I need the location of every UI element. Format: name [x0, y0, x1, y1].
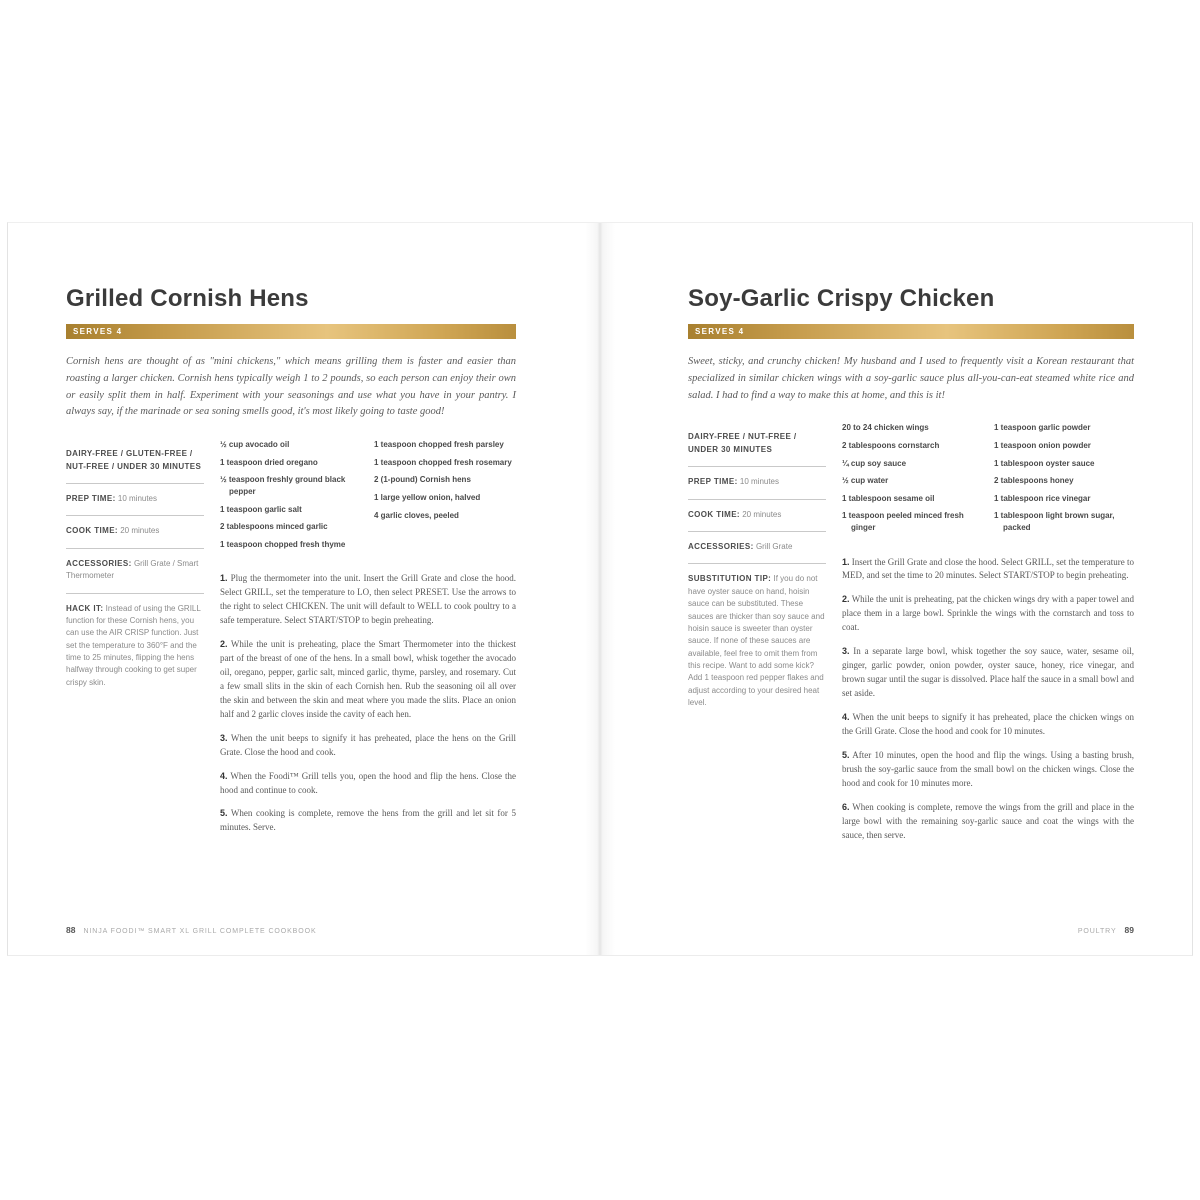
step-text: When the unit beeps to signify it has preheated, place the chicken wings on the Grill Grate. Close the hood and cook for 10 minutes. [842, 711, 1135, 736]
ingredient-item: ½ cup avocado oil [220, 440, 290, 450]
serves-bar [688, 324, 1134, 339]
prep-time-label: PREP TIME: [688, 477, 738, 487]
step-number: 4. [220, 770, 228, 781]
prep-time-value: 10 minutes [739, 477, 780, 487]
hack-tip-label: HACK IT: [66, 603, 104, 613]
ingredient-item: 1 teaspoon chopped fresh thyme [220, 539, 346, 549]
cook-time-value: 20 minutes [120, 526, 160, 536]
diet-tags [66, 439, 204, 484]
step-text: While the unit is preheating, place the Smart Thermometer into the thickest part of the breast of one of the hens. In a small bowl, whisk together the avocado oil, oregano, pepper, garlic salt, minced garlic, thyme, parsley, and rosemary. Cut a few small slits in the skin of each Cornish hen. Rub the seasoning oil all over the skin and between the skin and meat where you made the slits. Place an onion half and 2 garlic cloves inside the cavity of each hen. [220, 639, 516, 719]
ingredient-item: ½ teaspoon freshly ground black pepper [220, 475, 346, 496]
step-item [842, 711, 1134, 739]
hack-tip [66, 594, 204, 700]
step-item [842, 645, 1134, 701]
ingredient-item: 2 (1-pound) Cornish hens [374, 475, 471, 485]
diet-tags-text: DAIRY-FREE / NUT-FREE / UNDER 30 MINUTES [688, 432, 797, 454]
recipe-title: Grilled Cornish Hens [66, 285, 309, 312]
recipe-sidebar [66, 439, 204, 845]
ingredients-column-2 [994, 422, 1134, 539]
step-item [842, 801, 1134, 843]
step-item [220, 732, 516, 760]
page-number: 89 [1124, 925, 1134, 935]
page-left [8, 223, 600, 955]
instructions [220, 572, 516, 835]
ingredient-item: 20 to 24 chicken wings [842, 423, 929, 433]
running-head: POULTRY [1077, 928, 1117, 935]
step-text: When cooking is complete, remove the hens from the grill and let sit for 5 minutes. Serve. [220, 808, 516, 833]
substitution-tip-label: SUBSTITUTION TIP: [688, 574, 772, 584]
ingredient-item: 1 teaspoon dried oregano [220, 457, 318, 467]
content-columns [688, 422, 1134, 852]
step-text: Plug the thermometer into the unit. Insert the Grill Grate and close the hood. Select GRILL, set the temperature to LO, then select PRESET. Use the arrows to the right to select CHICKEN. The unit will default to WELL to cook poultry to a safe temperature. Select START/STOP to begin preheating. [220, 573, 517, 626]
ingredients-column-1 [842, 422, 982, 539]
ingredient-item: 1 tablespoon oyster sauce [994, 458, 1095, 468]
cook-time-value: 20 minutes [742, 509, 782, 519]
step-item [842, 593, 1134, 635]
serves-bar [66, 324, 516, 339]
ingredient-item: 2 tablespoons cornstarch [842, 440, 940, 450]
step-text: When cooking is complete, remove the wings from the grill and place in the large bowl with the remaining soy-garlic sauce and coat the wings with the sauce, then serve. [842, 801, 1135, 840]
step-number: 3. [220, 732, 228, 743]
step-number: 2. [842, 594, 850, 605]
ingredient-item: 1 large yellow onion, halved [374, 492, 481, 502]
step-text: When the Foodi™ Grill tells you, open the hood and flip the hens. Close the hood and continue to cook. [220, 770, 517, 795]
prep-time [66, 484, 204, 516]
content-columns [66, 439, 516, 845]
recipe-title: Soy-Garlic Crispy Chicken [688, 285, 995, 312]
ingredients [220, 439, 516, 556]
substitution-tip-text: If you do not have oyster sauce on hand, hoisin sauce can be substituted. These sauces are thicker than soy sauce and hoisin sauce is sweeter than oyster sauce. If none of these sauces are available, feel free to omit them from this recipe. Want to add some kick? Add 1 teaspoon red pepper flakes and adjust according to your desired heat level. [688, 574, 825, 708]
serves-label: SERVES 4 [73, 327, 123, 336]
instructions [842, 556, 1134, 843]
accessories-label: ACCESSORIES: [688, 541, 754, 551]
ingredients [842, 422, 1134, 539]
running-head: NINJA FOODI™ SMART XL GRILL COMPLETE COOKBOOK [83, 928, 317, 935]
prep-time-value: 10 minutes [117, 493, 158, 503]
step-text: After 10 minutes, open the hood and flip the wings. Using a basting brush, brush the soy-garlic sauce from the small bowl on the chicken wings. Close the hood and cook for 10 minutes more. [842, 749, 1134, 788]
step-item [842, 749, 1134, 791]
step-item [220, 807, 516, 835]
step-item [220, 572, 516, 628]
recipe-intro: Cornish hens are thought of as "mini chickens," which means grilling them is faster and easier than roasting a larger chicken. Cornish hens typically weigh 1 to 2 pounds, so each person can enjoy their own or easily split them in half. Experiment with your seasonings and use what you have in your pantry. I always say, if the marinade or sea soning smells good, it's most likely going to taste good! [66, 356, 516, 418]
ingredient-item: 1 teaspoon chopped fresh parsley [374, 440, 504, 450]
page-footer-right [658, 925, 1134, 935]
step-text: In a separate large bowl, whisk together the soy sauce, water, sesame oil, ginger, garlic powder, onion powder, oyster sauce, honey, rice vinegar, and brown sugar until the sugar is dissolved. Place half the sauce in a small bowl and set aside. [842, 646, 1134, 699]
ingredient-item: 1 tablespoon sesame oil [842, 493, 935, 503]
step-item [220, 638, 516, 722]
substitution-tip [688, 564, 826, 719]
ingredient-item: ¼ cup soy sauce [842, 458, 907, 468]
step-text: Insert the Grill Grate and close the hood. Select GRILL, set the temperature to MED, and set the time to 20 minutes. Select START/STOP to begin preheating. [842, 556, 1135, 581]
step-number: 6. [842, 801, 850, 812]
recipe-intro: Sweet, sticky, and crunchy chicken! My husband and I used to frequently visit a Korean restaurant that specialized in similar chicken wings with a soy-garlic sauce plus all-you-can-eat steamed white rice and salad. I had to find a way to make this at home, and this is it! [688, 356, 1134, 401]
ingredient-item: 1 teaspoon chopped fresh rosemary [374, 457, 512, 467]
step-item [220, 770, 516, 798]
accessories-value: Grill Grate [755, 541, 793, 551]
cook-time [66, 516, 204, 548]
recipe-main [220, 439, 516, 845]
diet-tags-text: DAIRY-FREE / GLUTEN-FREE / NUT-FREE / UNDER 30 MINUTES [66, 449, 202, 471]
cook-time-label: COOK TIME: [688, 509, 740, 519]
ingredient-item: ½ cup water [842, 476, 889, 486]
page-footer-left [66, 925, 542, 935]
ingredients-column-2 [374, 439, 516, 556]
ingredients-column-1 [220, 439, 362, 556]
serves-label: SERVES 4 [695, 327, 745, 336]
step-number: 5. [842, 749, 850, 760]
page-number: 88 [66, 925, 76, 935]
step-number: 1. [842, 556, 850, 567]
prep-time [688, 467, 826, 499]
book-spread [7, 222, 1193, 956]
ingredient-item: 1 teaspoon peeled minced fresh ginger [842, 511, 964, 532]
recipe-main [842, 422, 1134, 852]
accessories-label: ACCESSORIES: [66, 558, 132, 568]
step-text: When the unit beeps to signify it has preheated, place the hens on the Grill Grate. Close the hood and cook. [220, 732, 517, 757]
cook-time-label: COOK TIME: [66, 526, 118, 536]
hack-tip-text: Instead of using the GRILL function for these Cornish hens, you can use the AIR CRISP function. Just set the temperature to 360°F and the time to 25 minutes, flipping the hens halfway through cooking to get super crispy skin. [66, 603, 201, 687]
ingredient-item: 4 garlic cloves, peeled [374, 510, 459, 520]
diet-tags [688, 422, 826, 467]
step-text: While the unit is preheating, pat the chicken wings dry with a paper towel and place them in a large bowl. Sprinkle the wings with the cornstarch and toss to coat. [842, 594, 1134, 633]
cook-time [688, 500, 826, 532]
ingredient-item: 1 teaspoon garlic powder [994, 423, 1091, 433]
page-right [600, 223, 1192, 955]
prep-time-label: PREP TIME: [66, 493, 116, 503]
step-number: 2. [220, 639, 228, 650]
ingredient-item: 1 tablespoon light brown sugar, packed [994, 511, 1115, 532]
ingredient-item: 1 tablespoon rice vinegar [994, 493, 1091, 503]
step-item [842, 556, 1134, 584]
step-number: 5. [220, 808, 228, 819]
ingredient-item: 2 tablespoons honey [994, 476, 1074, 486]
ingredient-item: 1 teaspoon onion powder [994, 440, 1091, 450]
recipe-sidebar [688, 422, 826, 852]
step-number: 3. [842, 646, 850, 657]
accessories-value: Grill Grate / Smart Thermometer [66, 558, 199, 581]
step-number: 4. [842, 711, 850, 722]
ingredient-item: 1 teaspoon garlic salt [220, 504, 302, 514]
ingredient-item: 2 tablespoons minced garlic [220, 522, 328, 532]
accessories [66, 549, 204, 594]
accessories [688, 532, 826, 564]
step-number: 1. [220, 573, 228, 584]
